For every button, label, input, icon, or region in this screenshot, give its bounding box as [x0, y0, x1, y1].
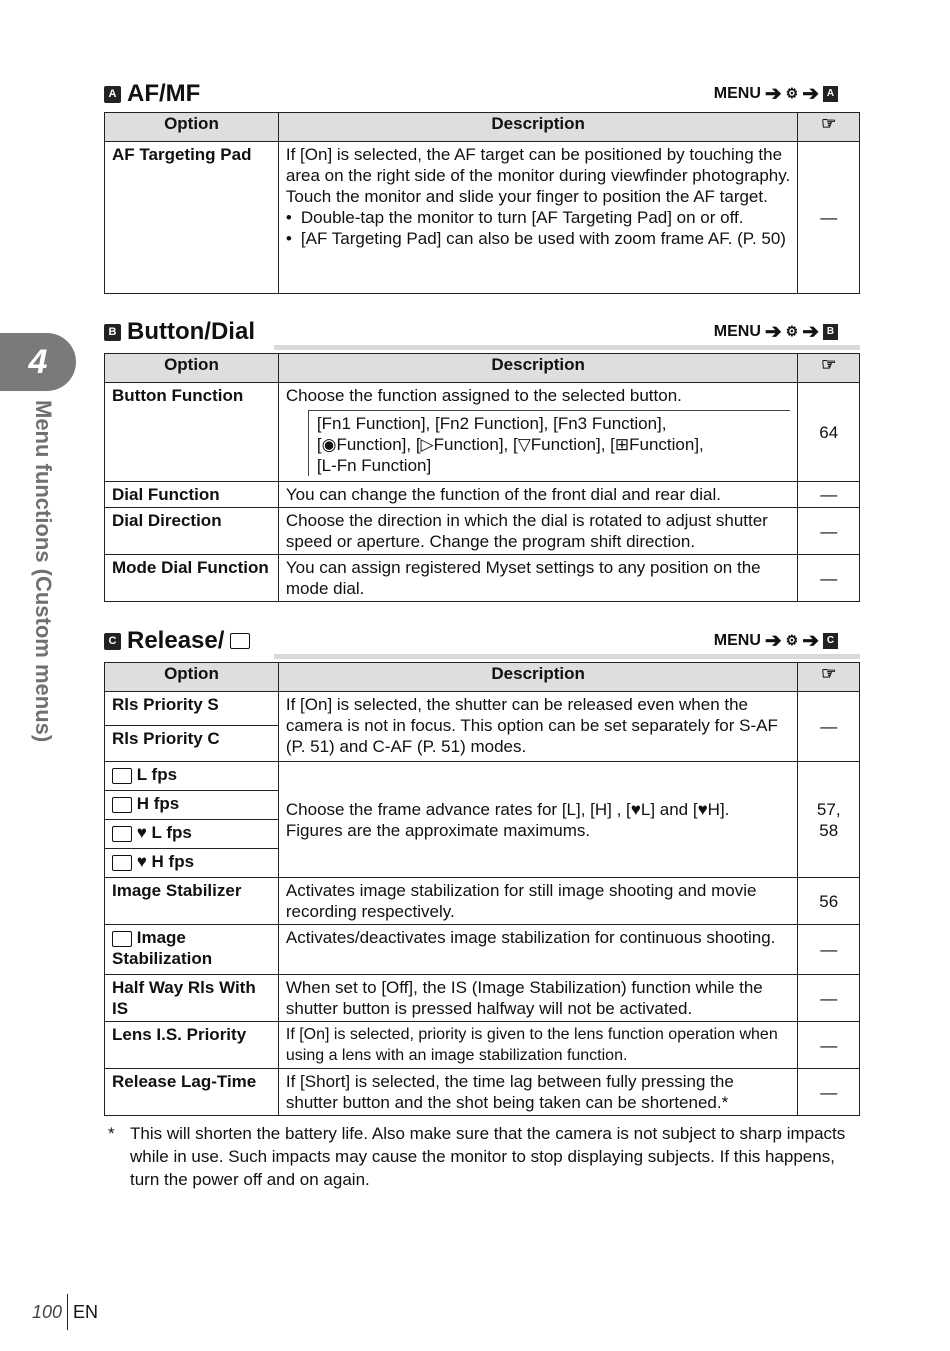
page-reference: — [798, 1069, 860, 1116]
bullet-item: • Double-tap the monitor to turn [AF Targeting Pad] on or off. [285, 208, 744, 227]
sequential-shooting-icon [112, 826, 132, 842]
option-description: If [Short] is selected, the time lag between fully pressing the shutter button and the shot being taken can be shortened.* [278, 1069, 798, 1116]
menu-path [714, 628, 838, 653]
option-name: Dial Direction [105, 508, 279, 555]
menu-label: MENU [713, 322, 761, 340]
table-row [105, 762, 860, 791]
option-description [278, 142, 798, 294]
reference-icon: ☞ [798, 113, 860, 142]
option-name [105, 820, 279, 849]
menu-label: MENU [713, 84, 761, 102]
custom-menu-a-icon: A [104, 86, 121, 103]
option-label: ♥ L fps [136, 823, 192, 842]
table-header-row [105, 354, 860, 383]
option-name [105, 762, 279, 791]
table-row [105, 508, 860, 555]
section-af-mf [104, 78, 860, 294]
header-option: Option [105, 113, 279, 142]
menu-path [714, 81, 838, 106]
divider [67, 1294, 68, 1330]
option-description: If [On] is selected, the shutter can be released even when the camera is not in focus. This option can be set separately for S-AF (P. 51) and C-AF (P. 51) modes. [278, 692, 798, 762]
table-row [105, 482, 860, 508]
menu-label: MENU [713, 631, 761, 649]
page-footer [32, 1294, 98, 1330]
function-list-line: [Fn1 Function], [Fn2 Function], [Fn3 Function], [316, 414, 667, 433]
arrow-icon: ➔ [802, 321, 819, 343]
sequential-shooting-icon [112, 797, 132, 813]
function-list [308, 410, 791, 476]
table-header-row [105, 113, 860, 142]
function-list-line: [◉Function], [▷Function], [▽Function], [⊞Function], [316, 435, 704, 454]
option-description: Choose the direction in which the dial is rotated to adjust shutter speed or aperture. Change the program shift direction. [278, 508, 798, 555]
option-name: Lens I.S. Priority [105, 1022, 279, 1069]
header-option: Option [105, 663, 279, 692]
table-row [105, 1069, 860, 1116]
reference-icon: ☞ [798, 354, 860, 383]
sequential-shooting-icon [230, 633, 250, 649]
footnote [108, 1122, 858, 1191]
arrow-icon: ➔ [764, 321, 782, 343]
options-table [104, 112, 860, 294]
option-label: ♥ H fps [136, 852, 195, 871]
header-description: Description [278, 113, 798, 142]
option-label: H fps [136, 794, 180, 813]
table-row [105, 975, 860, 1022]
page-reference: — [798, 482, 860, 508]
page-reference: 64 [798, 383, 860, 482]
custom-menu-a-icon: A [823, 86, 838, 102]
header-description: Description [278, 354, 798, 383]
gear-icon: ⚙ [785, 323, 799, 339]
options-table [104, 662, 860, 1116]
page-reference: — [798, 142, 860, 294]
language-label: EN [73, 1301, 99, 1322]
option-name: Rls Priority S [105, 692, 279, 726]
option-description: When set to [Off], the IS (Image Stabilization) function while the shutter button is pressed halfway will not be activated. [278, 975, 798, 1022]
header-description: Description [278, 663, 798, 692]
table-row [105, 142, 860, 294]
section-rule [274, 654, 860, 659]
option-description: Activates/deactivates image stabilization for continuous shooting. [278, 925, 798, 975]
section-button-dial [104, 316, 860, 602]
option-name [105, 925, 279, 975]
chapter-title [24, 400, 64, 780]
sequential-shooting-icon [112, 931, 132, 947]
page-number: 100 [32, 1301, 63, 1322]
option-name: Dial Function [105, 482, 279, 508]
page-reference: — [798, 1022, 860, 1069]
option-name: Mode Dial Function [105, 555, 279, 602]
page-reference: — [798, 555, 860, 602]
table-row [105, 878, 860, 925]
custom-menu-c-icon: C [104, 633, 121, 650]
gear-icon: ⚙ [785, 85, 799, 101]
option-description: Choose the frame advance rates for [L], [H] , [♥L] and [♥H]. Figures are the approximate maximums. [278, 762, 798, 878]
chapter-title-text: Menu functions (Custom menus) [31, 400, 56, 743]
table-row [105, 383, 860, 482]
arrow-icon: ➔ [764, 83, 782, 105]
footnote-marker: * [108, 1124, 115, 1143]
custom-menu-b-icon: B [823, 324, 838, 340]
option-name: Rls Priority C [105, 726, 279, 762]
bullet-text: [AF Targeting Pad] can also be used with zoom frame AF. (P. 50) [300, 229, 786, 248]
section-header [104, 625, 860, 659]
table-row [105, 925, 860, 975]
section-header [104, 316, 860, 350]
page-reference: — [798, 925, 860, 975]
reference-icon: ☞ [798, 663, 860, 692]
page-reference: — [798, 975, 860, 1022]
sequential-shooting-icon [112, 855, 132, 871]
section-title [104, 80, 200, 108]
table-row [105, 1022, 860, 1069]
custom-menu-c-icon: C [823, 633, 838, 649]
table-header-row [105, 663, 860, 692]
section-title-text: Button/Dial [127, 318, 255, 345]
section-title-text: Release/ [127, 627, 225, 654]
function-list-line: [L-Fn Function] [316, 456, 432, 475]
section-title [104, 318, 255, 346]
menu-path [714, 319, 838, 344]
option-description [278, 383, 798, 482]
page-reference: — [798, 508, 860, 555]
chapter-number: 4 [28, 343, 48, 381]
page-reference: 57, 58 [798, 762, 860, 878]
section-header [104, 78, 860, 112]
page-reference: — [798, 692, 860, 762]
option-name [105, 849, 279, 878]
option-name [105, 791, 279, 820]
section-rule [274, 345, 860, 350]
option-name: Half Way Rls With IS [105, 975, 279, 1022]
description-text: Choose the function assigned to the selected button. [285, 386, 682, 405]
section-title [104, 627, 250, 655]
section-release [104, 625, 860, 1116]
arrow-icon: ➔ [802, 630, 819, 652]
table-row [105, 555, 860, 602]
custom-menu-b-icon: B [104, 324, 121, 341]
option-name: Release Lag-Time [105, 1069, 279, 1116]
gear-icon: ⚙ [785, 632, 799, 648]
header-option: Option [105, 354, 279, 383]
option-description: If [On] is selected, priority is given to the lens function operation when using a lens with an image stabilization function. [278, 1022, 798, 1069]
option-name: AF Targeting Pad [105, 142, 279, 294]
option-description: You can assign registered Myset settings to any position on the mode dial. [278, 555, 798, 602]
page-reference: 56 [798, 878, 860, 925]
footnote-text: This will shorten the battery life. Also make sure that the camera is not subject to sharp impacts while in use. Such impacts may cause the monitor to stop displaying subjects. If this happens, turn the power off and on again. [130, 1124, 846, 1189]
bullet-text: Double-tap the monitor to turn [AF Targeting Pad] on or off. [300, 208, 744, 227]
section-title-text: AF/MF [127, 80, 201, 107]
option-description: You can change the function of the front dial and rear dial. [278, 482, 798, 508]
bullet-item: • [AF Targeting Pad] can also be used with zoom frame AF. (P. 50) [285, 229, 786, 248]
sequential-shooting-icon [112, 768, 132, 784]
option-label: L fps [136, 765, 178, 784]
description-text: If [On] is selected, the AF target can be positioned by touching the area on the right side of the monitor during viewfinder photography. Touch the monitor and slide your finger to position the AF target. [285, 145, 791, 206]
arrow-icon: ➔ [802, 83, 819, 105]
arrow-icon: ➔ [764, 630, 782, 652]
options-table [104, 353, 860, 602]
option-label: Image Stabilization [112, 928, 213, 968]
option-name: Image Stabilizer [105, 878, 279, 925]
table-row [105, 692, 860, 726]
option-description: Activates image stabilization for still image shooting and movie recording respectively. [278, 878, 798, 925]
option-name: Button Function [105, 383, 279, 482]
